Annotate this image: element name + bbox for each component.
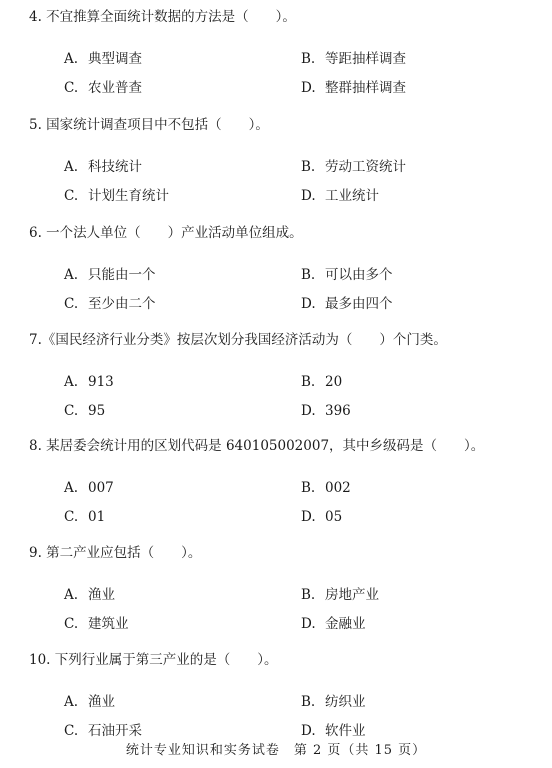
option-text: 工业统计 [325,188,379,204]
option-letter: D. [301,723,316,739]
option-text: 等距抽样调查 [325,51,406,67]
option-text: 纺织业 [325,694,366,710]
option-c [64,508,105,526]
option-a [64,373,114,391]
option-text: 金融业 [325,616,366,632]
option-letter: C. [64,80,79,96]
option-letter: D. [301,403,316,419]
option-c [64,295,156,313]
option-c [64,722,142,740]
option-letter: A. [64,374,79,390]
question-stem: 4. 不宜推算全面统计数据的方法是（ ）。 [29,9,296,25]
option-text: 建筑业 [88,616,129,632]
option-b [301,373,342,391]
question-stem: 5. 国家统计调查项目中不包括（ ）。 [29,117,269,133]
option-letter: B. [301,694,316,710]
option-a [64,158,142,176]
option-c [64,79,142,97]
option-text: 05 [325,509,343,525]
option-letter: A. [64,480,79,496]
option-letter: B. [301,159,316,175]
option-b [301,158,406,176]
option-letter: A. [64,51,79,67]
option-d [301,508,342,526]
option-b [301,693,366,711]
option-text: 95 [88,403,106,419]
option-letter: A. [64,694,79,710]
option-letter: A. [64,587,79,603]
option-text: 396 [325,403,351,419]
option-text: 科技统计 [88,159,142,175]
option-text: 只能由一个 [88,267,156,283]
option-letter: C. [64,616,79,632]
question-stem: 6. 一个法人单位（ ）产业活动单位组成。 [29,225,303,241]
option-letter: C. [64,296,79,312]
option-text: 整群抽样调查 [325,80,406,96]
option-a [64,586,115,604]
option-d [301,295,393,313]
option-text: 计划生育统计 [88,188,169,204]
option-letter: D. [301,616,316,632]
option-d [301,79,406,97]
option-c [64,402,105,420]
option-text: 可以由多个 [325,267,393,283]
option-text: 渔业 [88,694,115,710]
option-letter: A. [64,267,79,283]
option-b [301,266,393,284]
option-text: 劳动工资统计 [325,159,406,175]
option-letter: C. [64,188,79,204]
option-d [301,402,351,420]
option-letter: B. [301,267,316,283]
option-text: 002 [325,480,351,496]
option-text: 最多由四个 [325,296,393,312]
option-b [301,479,351,497]
option-text: 典型调查 [88,51,142,67]
option-a [64,50,142,68]
option-b [301,50,406,68]
option-text: 石油开采 [88,723,142,739]
option-letter: B. [301,587,316,603]
option-d [301,187,379,205]
option-a [64,693,115,711]
option-letter: C. [64,723,79,739]
option-letter: A. [64,159,79,175]
question-stem: 9. 第二产业应包括（ ）。 [29,545,202,561]
option-text: 913 [88,374,114,390]
option-text: 软件业 [325,723,366,739]
option-c [64,615,129,633]
option-letter: B. [301,51,316,67]
option-letter: D. [301,80,316,96]
option-text: 20 [325,374,343,390]
option-text: 007 [88,480,114,496]
option-text: 01 [88,509,106,525]
option-c [64,187,169,205]
option-text: 渔业 [88,587,115,603]
option-letter: D. [301,509,316,525]
option-letter: B. [301,480,316,496]
question-stem: 8. 某居委会统计用的区划代码是 640105002007，其中乡级码是（ ）。 [29,438,485,454]
option-text: 房地产业 [325,587,379,603]
question-stem: 7.《国民经济行业分类》按层次划分我国经济活动为（ ）个门类。 [29,332,447,348]
option-b [301,586,379,604]
option-a [64,479,114,497]
page-footer: 统计专业知识和实务试卷 第 2 页（共 15 页） [125,743,427,758]
option-text: 农业普查 [88,80,142,96]
option-d [301,615,366,633]
option-text: 至少由二个 [88,296,156,312]
option-letter: D. [301,188,316,204]
option-letter: D. [301,296,316,312]
question-stem: 10. 下列行业属于第三产业的是（ ）。 [29,652,278,668]
option-letter: C. [64,403,79,419]
option-a [64,266,156,284]
option-letter: B. [301,374,316,390]
option-d [301,722,366,740]
option-letter: C. [64,509,79,525]
